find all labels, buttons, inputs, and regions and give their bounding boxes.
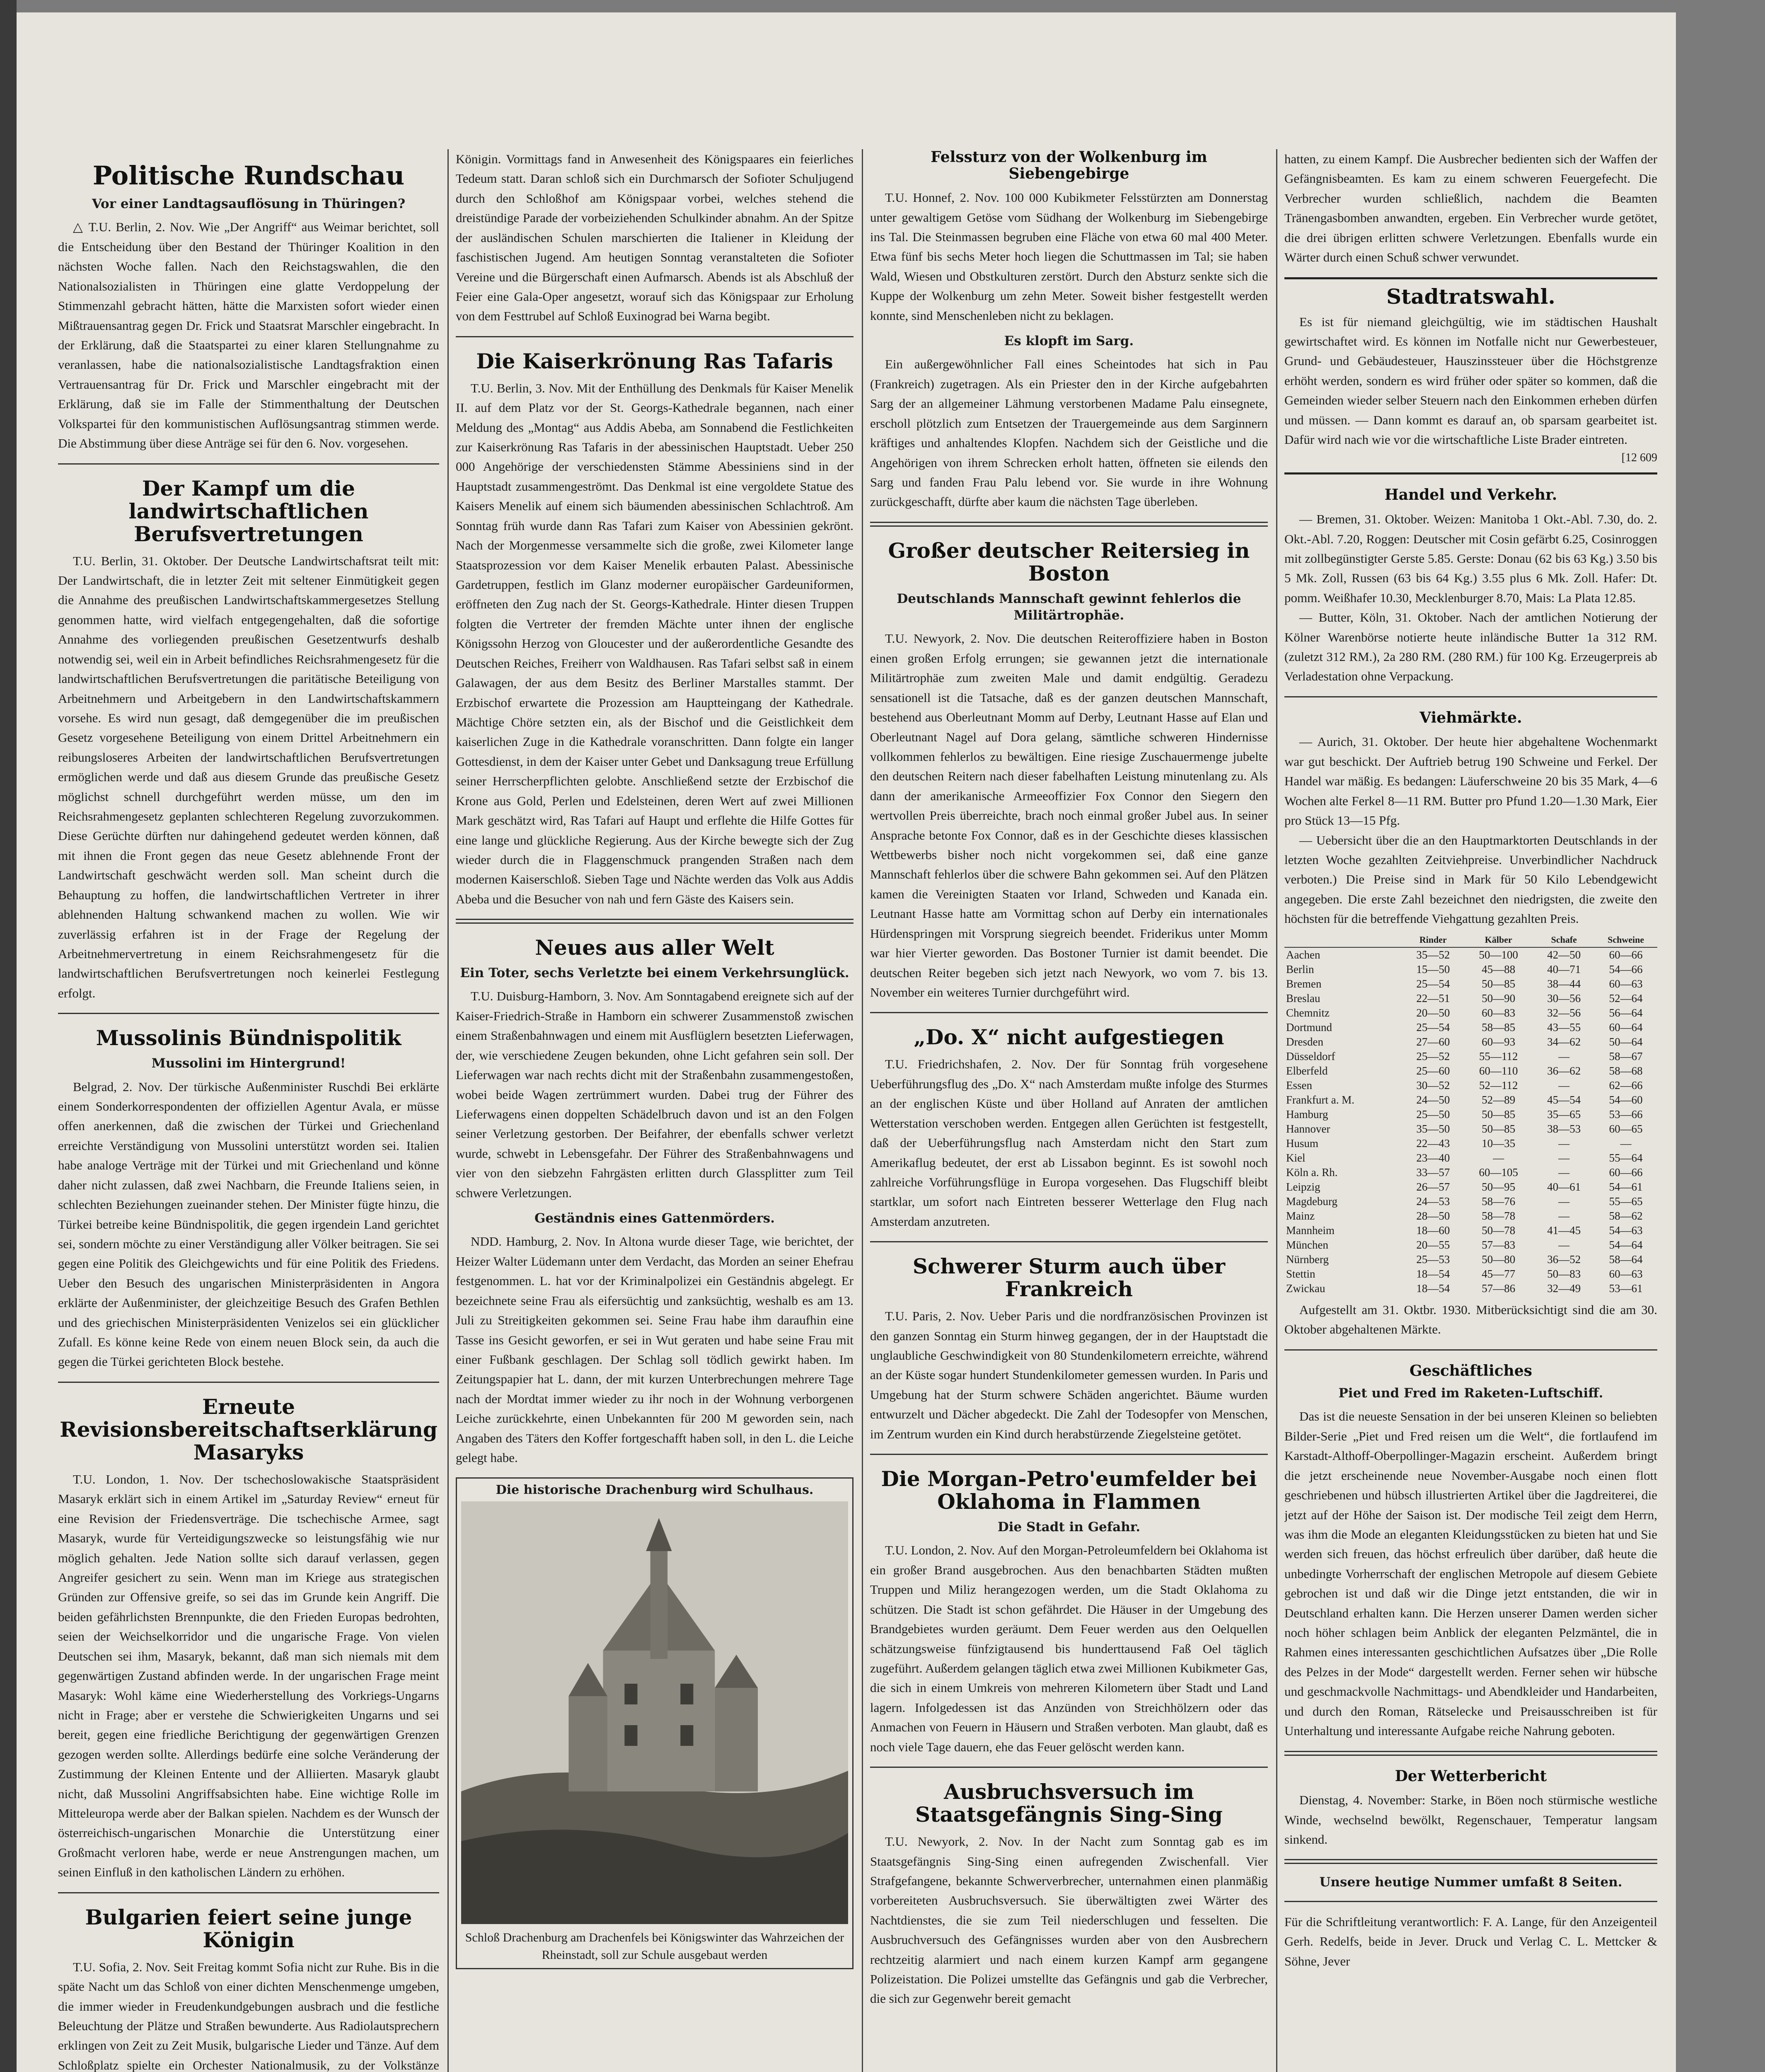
- newspaper-page: [17, 12, 1676, 2072]
- article-text: T.U. Sofia, 2. Nov. Seit Freitag kommt Sofia nicht zur Ruhe. Bis in die späte Nacht um das Schloß von einer dichten Menschenmenge umgeben, die immer wieder in Freudenkundgebungen ausbrach und die festliche Beleuchtung der Plätze und Straßen bewunderte. Aus Radiolautsprechern erklingen von Zeit zu Zeit Musik, bulgarische Lieder und Tänze. Auf dem Schloßplatz spielte ein Orchester Nationalmusik, zu der Volkstänze: [58, 1959, 439, 2072]
- article-text: △ T.U. Berlin, 2. Nov. Wie „Der Angriff“ aus Weimar berichtet, soll die Entscheidung über den Bestand der Thüringer Koalition in den nächsten Woche fallen. Nach den Reichstagswahlen, die den Nationalsozialisten in Thüringen eine glatte Verdoppelung der Stimmenzahl gebracht hätten, hätte die Marxisten sofort wieder einen Mißtrauensantrag gegen Dr. Frick und Staatsrat Marschler eingebracht. In der Erklärung, daß die Staatspartei zu einer klaren Stellungnahme zu veranlassen, habe die nationalsozialistische Landtagsfraktion einen Vertrauensantrag für Dr. Frick und Marschler eingebracht mit der Erklärung, daß sie im Falle der Stimmenthaltung der Deutschen Volkspartei für den kommunistischen Auflösungsantrag stimmen werde. Die Abstimmung über diese Anträge sei für den 6. Nov. vorgesehen.: [58, 220, 439, 451]
- headline-reitersieg: Großer deutscher Reitersieg in Boston: [888, 538, 1250, 586]
- headline-sing-sing: Ausbruchsversuch im Staatsgefängnis Sing-Sing: [915, 1779, 1223, 1827]
- photo-drachenburg: [456, 1477, 853, 1969]
- table-cell: 58—68: [1609, 1064, 1643, 1077]
- table-row: [1284, 1194, 1657, 1209]
- headline-oklahoma: Die Morgan-Petro'eumfelder bei Oklahoma in Flammen: [881, 1467, 1257, 1514]
- divider: [1284, 1349, 1657, 1351]
- table-cell: 18—54: [1416, 1267, 1450, 1280]
- table-cell: 60—66: [1609, 948, 1643, 961]
- table-header-row: [1284, 933, 1657, 947]
- market-price-table: [1284, 933, 1657, 1296]
- subheadline: Es klopft im Sarg.: [1004, 334, 1134, 349]
- table-cell: 32—56: [1547, 1006, 1581, 1019]
- table-cell: Essen: [1286, 1079, 1312, 1092]
- article-text: T.U. Honnef, 2. Nov. 100 000 Kubikmeter Felsstürzten am Donnerstag unter gewaltigem Getöse vom Südhang der Wolkenburg im Siebengebirge ins Tal. Die Steinmassen begruben eine Fläche von etwa 60 mal 400 Meter. Etwa fünf bis sechs Meter hoch liegen die Schuttmassen im Tal; sie haben Wald, Wiesen und Obstkulturen zerstört. Durch den Absturz senkte sich die Kuppe der Wolkenburg um zehn Meter. Soweit bisher festgestellt werden konnte, sind Menschenleben nicht zu beklagen.: [870, 190, 1268, 323]
- table-cell: 58—67: [1609, 1050, 1643, 1063]
- table-cell: 55—112: [1479, 1050, 1518, 1063]
- photo-caption: Schloß Drachenburg am Drachenfels bei Königswinter das Wahrzeichen der Rheinstadt, soll zur Schule ausgebaut werden: [465, 1931, 844, 1962]
- table-cell: Dresden: [1286, 1035, 1323, 1048]
- headline-masaryk: Erneute Revisionsbereitschaftserklärung Masaryks: [60, 1394, 438, 1464]
- table-cell: 25—60: [1416, 1064, 1450, 1077]
- article-text: T.U. Newyork, 2. Nov. In der Nacht zum Sonntag gab es im Staatsgefängnis Sing-Sing einen aufregenden Zwischenfall. Vier Strafgefangene, bekannte Schwerverbrecher, unternahmen einen planmäßig vorbereiteten Ausbruchsversuch. Sie überwältigten zwei Wärter des Nachtdienstes, die sie zum Teil niederschlugen und fesselten. Die Ausbruchversuch des Gefängnisses wurden aber von den Ausbrechern rechtzeitig alarmiert und nach einem kurzen Kampf arm gegangene Polizeistation. Die Polizei umstellte das Gefängnis und gab die Verbrecher, die sich zur Gegenwehr bereit gemacht: [870, 1834, 1268, 2006]
- table-cell: Aachen: [1286, 948, 1320, 961]
- table-cell: 53—66: [1609, 1108, 1643, 1121]
- table-row: [1284, 1267, 1657, 1281]
- table-cell: 36—62: [1547, 1064, 1581, 1077]
- table-cell: Elberfeld: [1286, 1064, 1328, 1077]
- table-cell: 55—64: [1609, 1151, 1643, 1164]
- table-cell: Bremen: [1286, 977, 1322, 990]
- table-cell: 22—43: [1416, 1137, 1450, 1150]
- article-text: T.U. Berlin, 31. Oktober. Der Deutsche Landwirtschaftsrat teilt mit: Der Landwirtschaft, die in letzter Zeit mit seltener Einmütigkeit gegen die Annahme des preußischen Landwirtschaftskammergesetzes Stellung genommen hatte, wird vielfach entgegengehalten, daß die sofortige Annahme des vorliegenden preußischen Gesetzentwurfs deshalb notwendig sei, weil ein in Arbeit befindliches Reichsrahmengesetz für die landwirtschaftlichen Berufsvertretungen die paritätische Beteiligung von Arbeitnehmern und Arbeitgebern in den Landwirtschaftskammern vorsehe. Es wird nun gesagt, daß demgegenüber die im preußischen Gesetz vorgesehene Beteiligung von einem Drittel Arbeitnehmern ein reibungsloseres Arbeiten der landwirtschaftlichen Berufsvertretungen ermöglichen werde und daß aus diesem Grunde das preußische Gesetz möglichst schnell durchgeführt werden müsse, um den im Reichsrahmengesetz geplanten schlechteren Regelung zuvorzukommen. Diese Gerüchte dürften nur dahingehend gedeutet werden können, daß mit ihnen die Front gegen das neue Gesetz ablehnende Front der Landwirtschaft geschwächt werden soll. Man scheint durch die Behauptung zu hoffen, die landwirtschaftlichen Vertreter in ihrer ablehnenden Haltung schwankend machen zu wollen. Wie wir zuverlässig erfahren ist in der Frage der Regelung der Arbeitnehmervertretung in einem Reichsrahmengesetz für die landwirtschaftlichen Berufsvertretungen noch keinerlei Festlegung erfolgt.: [58, 553, 439, 1000]
- table-cell: 50—80: [1482, 1253, 1516, 1266]
- table-cell: 18—60: [1416, 1224, 1450, 1237]
- article-text: T.U. Paris, 2. Nov. Ueber Paris und die nordfranzösischen Provinzen ist den ganzen Sonntag ein Sturm hinweg gegangen, der in der Hauptstadt die unglaubliche Geschwindigkeit von 80 Stundenkilometern erreichte, während an der Küste sogar hundert Stundenkilometer gemessen wurden. In Paris und Umgebung hat der Sturm schwere Schäden angerichtet. Bäume wurden entwurzelt und Dächer abgedeckt. Die Zahl der Todesopfer von Menschen, im Zentrum wurden ein Kind durch herabstürzende Ziegelsteine getötet.: [870, 1309, 1268, 1441]
- table-cell: 26—57: [1416, 1180, 1450, 1193]
- table-cell: Düsseldorf: [1286, 1050, 1335, 1063]
- table-cell: 33—57: [1416, 1166, 1450, 1179]
- table-header-cell: Schweine: [1594, 933, 1657, 947]
- table-cell: 24—53: [1416, 1195, 1450, 1208]
- table-cell: 50—64: [1609, 1035, 1643, 1048]
- table-cell: Berlin: [1286, 963, 1314, 975]
- article-text: T.U. Newyork, 2. Nov. Die deutschen Reiteroffiziere haben in Boston einen großen Erfolg errungen; sie gewannen jetzt die internationale Militärtrophäe zum zweiten Male und damit endgültig. Geradezu sensationell ist die Tatsache, daß es der ganzen deutschen Mannschaft, bestehend aus Oberleutnant Momm auf Derby, Leutnant Hasse auf Elan und Oberleutnant Nagel auf Dora gelang, sämtliche schweren Hindernisse vollkommen fehlerlos zu bewältigen. Eine riesige Zuschauermenge jubelte den deutschen Reitern nach dieser fabelhaften Leistung minutenlang zu. Als dann der amerikanische Armeeoffizier Fox Connor den Siegern den wertvollen Preis überreichte, brach noch einmal großer Jubel aus. In seiner Ansprache betonte Fox Connor, daß es in der Geschichte dieses klassischen Wettbewerbs bisher noch nicht vorgekommen sei, daß eine ganze Mannschaft fehlerlos über die schwere Bahn gekommen sei. Auf den Plätzen kamen die Vereinigten Staaten vor Irland, Schweden und Kanada ein. Leutnant Hasse hatte am Vormittag schon auf Derby ein internationales Hürdenspringen mit Vorsprung siegreich beendet. Friderikus unter Momm war hier Vierter geworden. Das Bostoner Turnier ist damit beendet. Die deutschen Reiter begeben sich jetzt nach Newyork, wo vom 7. bis 13. November ein weiteres Turnier durchgeführt wird.: [870, 631, 1268, 1000]
- divider: [1284, 1751, 1657, 1756]
- table-cell: 60—63: [1609, 977, 1643, 990]
- table-header-cell: Schafe: [1533, 933, 1594, 947]
- column-1: [58, 149, 439, 2072]
- table-cell: 10—35: [1482, 1137, 1516, 1150]
- divider: [58, 463, 439, 465]
- divider: [58, 1013, 439, 1014]
- table-cell: 25—53: [1416, 1253, 1450, 1266]
- page-count-note: Unsere heutige Nummer umfaßt 8 Seiten.: [1319, 1875, 1622, 1890]
- castle-illustration: [461, 1501, 848, 1924]
- table-cell: Köln a. Rh.: [1286, 1166, 1338, 1179]
- article-text: T.U. London, 1. Nov. Der tschechoslowakische Staatspräsident Masaryk erklärt sich in einem Artikel im „Saturday Review“ erneut für eine Revision der Friedensverträge. Die tschechische Armee, sagt Masaryk, wurde für Verteidigungszwecke so leistungsfähig wie nur möglich gehalten. Jede Nation sollte sich darauf verlassen, gegen Angreifer gesichert zu sein. Wenn man im Kriege aus strategischen Gründen zur Offensive greife, so sei das im Grunde kein Angriff. Die beiden gefährlichsten Brennpunkte, die den Frieden Europas bedrohten, seien der Weichselkorridor und die ungarische Frage. Von vielen Deutschen sei ihm, Masaryk, bekannt, daß man sich niemals mit dem gegenwärtigen Zustand abfinden werde. In der ungarischen Frage meint Masaryk: Wohl käme eine Wiederherstellung des Vorkriegs-Ungarns nicht in Frage; aber er verstehe die Schwierigkeiten Ungarns und sei bereit, gegen eine friedliche Berichtigung der gegenwärtigen Grenzen gezogen werden sollte. Allerdings bedürfe eine solche Veränderung der Zustimmung der Kleinen Entente und der Alliierten. Masaryk glaubt nicht, daß Mussolini Angriffsabsichten habe. Eine wichtige Rolle im Mitteleuropa werde aber der Balkan spielen. Nachdem es der Wunsch der österreichisch-ungarischen Monarchie die Unterstützung einer Großmacht verloren habe, werde er neue Anstrengungen machen, um seinen Einfluß in den katholischen Ländern zu erhöhen.: [58, 1472, 439, 1880]
- table-cell: 45—88: [1482, 963, 1516, 975]
- table-cell: 57—83: [1482, 1238, 1516, 1251]
- stadtratswahl-box: [1284, 277, 1657, 475]
- table-cell: 60—110: [1479, 1064, 1518, 1077]
- table-cell: Kiel: [1286, 1151, 1306, 1164]
- table-cell: 58—62: [1609, 1209, 1643, 1222]
- table-row: [1284, 1238, 1657, 1252]
- subheadline: Vor einer Landtagsauflösung in Thüringen?: [92, 196, 406, 212]
- article-text: T.U. Duisburg-Hamborn, 3. Nov. Am Sonntagabend ereignete sich auf der Kaiser-Friedrich-Straße in Hamborn ein schwerer Zusammenstoß zwischen einem Straßenbahnwagen und einem mit Ausflüglern besetzten Lieferwagen, der, wie verschiedene Zeugen bekunden, ohne Licht gefahren sein soll. Der Lieferwagen war nach rechts dicht mit der Straßenbahn zusammengestoßen, wobei beide Wagen zertrümmert wurden. Dabei trug der Führer des Lieferwagens einen doppelten Schädelbruch davon und ist an den Folgen seiner Verletzung gestorben. Der Beifahrer, der ebenfalls schwer verletzt wurde, schwebt in Lebensgefahr. Der Führer des Straßenbahnwagens und vier von den siebzehn Fahrgästen erlitten durch Glassplitter zum Teil schwere Verletzungen.: [456, 989, 853, 1200]
- headline-wetterbericht: Der Wetterbericht: [1395, 1767, 1547, 1785]
- table-cell: Mannheim: [1286, 1224, 1335, 1237]
- column-2: [456, 149, 853, 2072]
- table-cell: 15—50: [1416, 963, 1450, 975]
- divider: [1284, 1859, 1657, 1864]
- table-cell: 54—60: [1609, 1093, 1643, 1106]
- table-cell: 50—78: [1482, 1224, 1516, 1237]
- table-row: [1284, 1122, 1657, 1136]
- table-row: [1284, 991, 1657, 1006]
- table-cell: 25—54: [1416, 977, 1450, 990]
- article-text: hatten, zu einem Kampf. Die Ausbrecher bedienten sich der Waffen der Gefängnisbeamten. Es kam zu einem schweren Feuergefecht. Die Verbrecher wurden schließlich, nachdem die Beamten Tränengasbomben anwandten, ergeben. Ein Verbrecher wurde getötet, die drei übrigen erlitten schwere Verletzungen. Ebenfalls wurde ein Wärter durch einen Schuß schwer verwundet.: [1284, 152, 1657, 265]
- table-cell: 43—55: [1547, 1021, 1581, 1034]
- table-cell: Hannover: [1286, 1122, 1330, 1135]
- table-cell: 52—112: [1479, 1079, 1518, 1092]
- divider: [58, 1892, 439, 1893]
- table-cell: —: [1558, 1166, 1570, 1179]
- table-cell: 27—60: [1416, 1035, 1450, 1048]
- column-4: [1284, 149, 1657, 2072]
- headline-politische-rundschau: Politische Rundschau: [92, 160, 405, 191]
- article-text: — Uebersicht über die an den Hauptmarktorten Deutschlands in der letzten Woche gezahlten Zeitviehpreise. Unverbindlicher Nachdruck verboten.) Die Preise sind in Mark für 50 Kilo Lebendgewicht angegeben. Die erste Zahl bezeichnet den niedrigsten, die zweite den höchsten für die betreffende Viehgattung gezahlten Preis.: [1284, 833, 1657, 926]
- table-cell: 60—64: [1609, 1021, 1643, 1034]
- divider: [870, 1767, 1268, 1768]
- table-cell: 36—52: [1547, 1253, 1581, 1266]
- table-cell: 54—63: [1609, 1224, 1643, 1237]
- headline-handel: Handel und Verkehr.: [1384, 486, 1557, 504]
- article-text: Dienstag, 4. November: Starke, in Böen noch stürmische westliche Winde, wechselnd bewölkt, Regenschauer, Temperatur langsam sinkend.: [1284, 1793, 1657, 1847]
- table-cell: 60—66: [1609, 1166, 1643, 1179]
- headline-do-x: „Do. X“ nicht aufgestiegen: [914, 1025, 1224, 1050]
- table-row: [1284, 1165, 1657, 1180]
- table-cell: 52—64: [1609, 992, 1643, 1005]
- table-row: [1284, 1064, 1657, 1078]
- table-cell: Chemnitz: [1286, 1006, 1330, 1019]
- table-cell: 54—61: [1609, 1180, 1643, 1193]
- divider: [870, 1241, 1268, 1242]
- table-cell: Magdeburg: [1286, 1195, 1337, 1208]
- article-text: — Aurich, 31. Oktober. Der heute hier abgehaltene Wochenmarkt war gut beschickt. Der Auftrieb betrug 190 Schweine und Ferkel. Der Handel war mäßig. Es bedangen: Läuferschweine 20 bis 35 Mark, 4—6 Wochen alte Ferkel 8—11 RM. Butter pro Pfund 1.20—1.30 Mark, Eier pro Stück 13—15 Pfg.: [1284, 734, 1657, 828]
- table-cell: 38—53: [1547, 1122, 1581, 1135]
- table-cell: 45—77: [1482, 1267, 1516, 1280]
- subheadline: Piet und Fred im Raketen-Luftschiff.: [1338, 1386, 1603, 1401]
- scan-edge: [0, 0, 17, 2072]
- table-body: [1284, 947, 1657, 1296]
- table-cell: 38—44: [1547, 977, 1581, 990]
- table-row: [1284, 1078, 1657, 1093]
- article-text: Aufgestellt am 31. Oktbr. 1930. Mitberücksichtigt sind die am 30. Oktober abgehaltenen Märkte.: [1284, 1302, 1657, 1337]
- headline-neues-aus-aller-welt: Neues aus aller Welt: [535, 935, 774, 960]
- headline-felssturz: Felssturz von der Wolkenburg im Siebengebirge: [931, 149, 1207, 182]
- article-text: Das ist die neueste Sensation in der bei unseren Kleinen so beliebten Bilder-Serie „Piet und Fred reisen um die Welt“, die fortlaufend im Karstadt-Althoff-Oberpollinger-Magazin erscheint. Außerdem bringt die jetzt erscheinende neue November-Ausgabe noch einen flott geschriebenen und hübsch illustrierten Artikel über die Jagdreiterei, die jetzt auf der Höhe der Saison ist. Der modische Teil zeigt dem Herrn, was ihm die Mode an eleganten Kleidungsstücken zu bieten hat und Sie werden sich freuen, das höchst erfreulich über darüber, daß heute die unbedingte Vorherrschaft der englischen Metropole auf diesem Gebiete gebrochen ist und daß wir die Dinge jetzt entstanden, die wir in Deutschland erhalten kann. Die Herzen unserer Damen werden sicher noch höher schlagen beim Anblick der eleganten Pelzmäntel, die in Rahmen eines interessanten geschichtlichen Aufsatzes über „Die Rolle des Pelzes in der Mode“ dargestellt werden. Ferner sehen wir hübsche und geschmackvolle Nachmittags- und Abendkleider und Handarbeiten, und durch den Roman, Rätselecke und Preisausschreiben ist für Unterhaltung und interessante Aufgabe reiche Nahrung geboten.: [1284, 1409, 1657, 1738]
- table-row: [1284, 1209, 1657, 1223]
- table-row: [1284, 1223, 1657, 1238]
- table-cell: 60—93: [1482, 1035, 1516, 1048]
- table-row: [1284, 962, 1657, 977]
- headline-landwirtschaft: Der Kampf um die landwirtschaftlichen Berufsvertretungen: [128, 476, 369, 546]
- table-cell: Leipzig: [1286, 1180, 1320, 1193]
- article-text: T.U. Berlin, 3. Nov. Mit der Enthüllung des Denkmals für Kaiser Menelik II. auf dem Platz vor der St. Georgs-Kathedrale begannen, nach einer Meldung des „Montag“ aus Addis Abeba, am Sonnabend die Festlichkeiten zur Kaiserkrönung Ras Tafaris in der abessinischen Hauptstadt. Ueber 250 000 Angehörige der verschiedensten Stämme Abessiniens sind in der Hauptstadt zusammengeströmt. Das Denkmal ist eine vergoldete Statue des Kaisers Menelik auf einem sich bäumenden abessinischen Schlachtroß. Am Sonntag früh wurde dann Ras Tafari zum Kaiser von Abessinien gekrönt. Nach der Morgenmesse versammelte sich die große, zwei Kilometer lange Staatsprozession vor dem Kaiser Menelik erbauten Palast. Abessinische Gardetruppen, festlich im Glanz moderner europäischer Gardeuniformen, eröffneten den Zug nach der St. Georgs-Kathedrale. Hinter diesen Truppen folgten die Vertreter der fremden Mächte unter ihnen der englische Königssohn Herzog von Gloucester und der außerordentliche Gesandte des Deutschen Reiches, Freiherr von Waldhausen. Ras Tafari selbst saß in einem Galawagen, der aus dem Besitz des Berliner Marstalles stammt. Der Erzbischof erwartete die Prozession am Hauptteingang der Kathedrale. Mächtige Chöre setzten ein, als der Bischof und die Geistlichkeit dem kaiserlichen Zuge in die Kathedrale voranschritten. Dann folgte ein langer Gottesdienst, in dem der Kaiser unter Gebet und Danksagung treue Erfüllung seiner Herrscherpflichten gelobte. Anschließend setzte der Erzbischof die Krone aus Gold, Perlen und Edelsteinen, deren Wert auf zwei Millionen Mark geschätzt wird, Ras Tafari auf Haupt und erflehte die Hilfe Gottes für eine lange und glückliche Regierung. Aus der Kirche bewegte sich der Zug wieder durch die in Flaggenschmuck prangenden Straßen nach dem modernen Kaiserschloß. Sieben Tage und Nächte werden das Volk aus Addis Abeba und die Besucher von nah und fern Gäste des Kaisers sein.: [456, 380, 853, 906]
- table-cell: 62—66: [1609, 1079, 1643, 1092]
- table-cell: 22—51: [1416, 992, 1450, 1005]
- divider: [1284, 1901, 1657, 1902]
- table-cell: Husum: [1286, 1137, 1319, 1150]
- table-cell: 60—105: [1479, 1166, 1518, 1179]
- table-cell: 20—50: [1416, 1006, 1450, 1019]
- photo-title: Die historische Drachenburg wird Schulhaus.: [496, 1483, 814, 1498]
- table-cell: Zwickau: [1286, 1282, 1325, 1295]
- table-row: [1284, 1151, 1657, 1165]
- table-cell: 58—85: [1482, 1021, 1516, 1034]
- table-cell: 58—78: [1482, 1209, 1516, 1222]
- subheadline: Die Stadt in Gefahr.: [997, 1520, 1141, 1535]
- table-cell: 54—64: [1609, 1238, 1643, 1251]
- article-text: T.U. London, 2. Nov. Auf den Morgan-Petroleumfeldern bei Oklahoma ist ein großer Brand ausgebrochen. Aus den benachbarten Städten mußten Truppen und Miliz herangezogen werden, um die Stadt Oklahoma zu schützen. Die Stadt ist schon gefährdet. Die Häuser in der Umgebung des Brandgebietes wurden geräumt. Dem Feuer werden aus den Oelquellen schätzungsweise fünfzigtausend bis hunderttausend Faß Oel täglich zugeführt. Außerdem gelangen täglich etwa zwei Millionen Kubikmeter Gas, die sich in einem Umkreis von mehreren Kilometern über Stadt und Land lagern. Infolgedessen ist das Anzünden von Streichhölzern oder das Anmachen von Feuern in Häusern und Straßen verboten. Man glaubt, daß es noch viele Tage dauern, ehe das Feuer gelöscht werden kann.: [870, 1543, 1268, 1754]
- column-rule: [447, 149, 449, 2072]
- table-cell: 60—65: [1609, 1122, 1643, 1135]
- table-cell: Nürnberg: [1286, 1253, 1329, 1266]
- subheadline: Geständnis eines Gattenmörders.: [534, 1211, 775, 1226]
- table-cell: 23—40: [1416, 1151, 1450, 1164]
- table-cell: 41—45: [1547, 1224, 1581, 1237]
- table-cell: 34—62: [1547, 1035, 1581, 1048]
- divider: [456, 919, 853, 924]
- table-cell: 50—90: [1482, 992, 1516, 1005]
- table-cell: 25—54: [1416, 1021, 1450, 1034]
- table-cell: 50—83: [1547, 1267, 1581, 1280]
- photo-image: [461, 1501, 848, 1924]
- ad-reference: [12 609: [1621, 451, 1657, 465]
- table-cell: 40—71: [1547, 963, 1581, 975]
- headline-mussolini: Mussolinis Bündnispolitik: [96, 1026, 401, 1051]
- table-cell: —: [1558, 1238, 1570, 1251]
- headline-sturm: Schwerer Sturm auch über Frankreich: [912, 1254, 1226, 1302]
- table-cell: 35—65: [1547, 1108, 1581, 1121]
- table-cell: 30—56: [1547, 992, 1581, 1005]
- table-cell: —: [1558, 1195, 1570, 1208]
- table-cell: 58—76: [1482, 1195, 1516, 1208]
- table-row: [1284, 947, 1657, 962]
- table-cell: 32—49: [1547, 1282, 1581, 1295]
- table-cell: —: [1558, 1137, 1570, 1150]
- table-row: [1284, 1252, 1657, 1267]
- article-text: — Butter, Köln, 31. Oktober. Nach der amtlichen Notierung der Kölner Warenbörse notierte heute inländische Butter 1a 312 RM. (zuletzt 312 RM.), 2a 280 RM. (280 RM.) für 100 Kg. Erzeugerpreis ab Verladestation ohne Verpackung.: [1284, 610, 1657, 684]
- divider: [870, 1454, 1268, 1455]
- divider: [1284, 696, 1657, 697]
- article-text: T.U. Friedrichshafen, 2. Nov. Der für Sonntag früh vorgesehene Ueberführungsflug des „Do. X“ nach Amsterdam mußte infolge des Sturmes an der englischen Küste und über Holland auf Anraten der amtlichen Wetterstation verschoben werden. Entgegen allen Gerüchten ist festgestellt, daß der Ueberführungsflug nach Amsterdam nicht den Start zum Amerikaflug bedeutet, der erst ab Lissabon beginnt. Es ist sowohl noch zahlreiche Vorführungsflüge in Europa vorgesehen. Das Flugschiff bleibt startklar, um sofort nach Eintreten besserer Wetterlage den Flug nach Amsterdam anzutreten.: [870, 1057, 1268, 1229]
- table-cell: Hamburg: [1286, 1108, 1328, 1121]
- table-cell: 45—54: [1547, 1093, 1581, 1106]
- headline-viehmaerkte: Viehmärkte.: [1419, 709, 1522, 726]
- imprint: Für die Schriftleitung verantwortlich: F. A. Lange, für den Anzeigenteil Gerh. Redelfs, beide in Jever. Druck und Verlag C. L. Mettcker & Söhne, Jever: [1284, 1914, 1657, 1968]
- table-cell: 50—85: [1482, 977, 1516, 990]
- divider: [58, 1382, 439, 1383]
- table-cell: —: [1558, 1151, 1570, 1164]
- table-cell: —: [1493, 1151, 1504, 1164]
- article-text: — Bremen, 31. Oktober. Weizen: Manitoba 1 Okt.-Abl. 7.30, do. 2. Okt.-Abl. 7.20, Roggen: Deutscher mit Cosin gefärbt 6.25, Cosinroggen mit zollbegünstigter Gerste 5.85. Gerste: Donau (62 bis 63 Kg.) 3.50 bis 5 Mk. Zoll, Russen (63 bis 64 Kg.) 3.55 plus 6 Mk. Zoll. Hafer: Dt. pomm. Weißhafer 10.30, Mecklenburger 8.70, Mais: La Plata 12.85.: [1284, 512, 1657, 605]
- table-row: [1284, 1035, 1657, 1049]
- table-cell: 50—95: [1482, 1180, 1516, 1193]
- article-text: Belgrad, 2. Nov. Der türkische Außenminister Ruschdi Bei erklärte einem Sonderkorrespondenten der offiziellen Agentur Avala, er müsse offen anerkennen, daß die zwischen der Türkei und Griechenland erreichte Verständigung von Mussolini unterstützt worden sei. Italien habe analoge Verträge mit der Türkei und mit Griechenland und könne daher nicht zulassen, daß zwei Nachbarn, die Freunde Italiens seien, in schlechten Beziehungen zueinander stehen. Der Minister fügte hinzu, die Türkei betreibe keine Bündnispolitik, die gegen irgendein Land gerichtet sei, sondern möchte zu einer Verständigung aller Völker beitragen. Sie sei gegen eine Politik des Gleichgewichts und für eine Politik des Friedens. Ueber den Besuch des ungarischen Ministerpräsidenten in Angora erklärte der Außenminister, der gleichzeitige Besuch des Grafen Bethlen und des griechischen Ministerpräsidenten Venizelos sei ein glücklicher Zufall. Es könne keine Rede von einem neuen Block sein, da auch die gegen die Türkei gerichteten Block bestehe.: [58, 1079, 439, 1369]
- table-cell: 20—55: [1416, 1238, 1450, 1251]
- table-row: [1284, 1006, 1657, 1020]
- table-cell: 50—85: [1482, 1108, 1516, 1121]
- article-text: Königin. Vormittags fand in Anwesenheit des Königspaares ein feierliches Tedeum statt. Daran schloß sich ein Durchmarsch der Sofioter Schuljugend durch den Schloßhof am Königspaar vorbei, welches stehend die dreistündige Parade der vorbeiziehenden Schulkinder abnahm. An der Spitze der ausländischen Schulen marschierten die Italiener in Kleidung der faschistischen Jugend. Am heutigen Sonntag veranstalteten die Sofioter Vereine und die Bürgerschaft einen Aufmarsch. Abends ist als Abschluß der Feier eine Gala-Oper angesetzt, worauf sich das Königspaar zur Erholung von dem Festtrubel auf Schloß Euxinograd bei Warna begibt.: [456, 152, 853, 324]
- table-cell: 55—65: [1609, 1195, 1643, 1208]
- column-rule: [1276, 149, 1277, 2072]
- table-row: [1284, 1093, 1657, 1107]
- table-cell: 56—64: [1609, 1006, 1643, 1019]
- table-row: [1284, 1049, 1657, 1064]
- table-cell: 24—50: [1416, 1093, 1450, 1106]
- table-cell: 35—52: [1416, 948, 1450, 961]
- table-cell: Dortmund: [1286, 1021, 1332, 1034]
- table-cell: 60—63: [1609, 1267, 1643, 1280]
- table-cell: Mainz: [1286, 1209, 1315, 1222]
- article-text: NDD. Hamburg, 2. Nov. In Altona wurde dieser Tage, wie berichtet, der Heizer Walter Lüdemann unter dem Verdacht, das Morden an seiner Ehefrau festgenommen. L. hat vor der Kriminalpolizei ein Geständnis abgelegt. Er bezeichnete seine Frau als eifersüchtig und zanksüchtig, weshalb es am 13. Juli zu Streitigkeiten gekommen sei. Seine Frau habe ihm daraufhin eine Tasse ins Gesicht geworfen, er sei in Wut geraten und habe seine Frau mit einer Fußbank geschlagen. Der Schlag soll tödlich gewirkt haben. Im Zeitungspapier hat L. dann, der mit kurzen Unterbrechungen mehrere Tage nach der Mordtat immer wieder zu ihr noch in der Wohnung verborgenen Leiche zurückkehrte, einen Unbekannten für 200 M geworden sein, nach Angaben des Täters den Koffer fortgeschafft haben soll, in den L. die Leiche gelegt habe.: [456, 1234, 853, 1465]
- table-header-cell: Rinder: [1402, 933, 1463, 947]
- divider: [456, 336, 853, 337]
- table-cell: 60—83: [1482, 1006, 1516, 1019]
- table-row: [1284, 1020, 1657, 1035]
- headline-geschaeftliches: Geschäftliches: [1409, 1362, 1533, 1380]
- table-cell: 42—50: [1547, 948, 1581, 961]
- table-cell: —: [1558, 1050, 1570, 1063]
- table-cell: 18—54: [1416, 1282, 1450, 1295]
- column-3: [870, 149, 1268, 2072]
- table-cell: 54—66: [1609, 963, 1643, 975]
- table-cell: 57—86: [1482, 1282, 1516, 1295]
- subheadline: Mussolini im Hintergrund!: [151, 1056, 346, 1071]
- table-cell: 30—52: [1416, 1079, 1450, 1092]
- table-cell: 50—100: [1479, 948, 1518, 961]
- table-cell: 25—52: [1416, 1050, 1450, 1063]
- subheadline: Deutschlands Mannschaft gewinnt fehlerlos die Militärtrophäe.: [897, 591, 1241, 623]
- table-cell: —: [1620, 1137, 1632, 1150]
- column-rule: [862, 149, 863, 2072]
- table-cell: 25—50: [1416, 1108, 1450, 1121]
- table-header-cell: Kälber: [1463, 933, 1533, 947]
- table-cell: 40—61: [1547, 1180, 1581, 1193]
- table-cell: 35—50: [1416, 1122, 1450, 1135]
- table-cell: Frankfurt a. M.: [1286, 1093, 1354, 1106]
- table-row: [1284, 1136, 1657, 1151]
- table-cell: —: [1558, 1209, 1570, 1222]
- table-cell: —: [1558, 1079, 1570, 1092]
- table-row: [1284, 1281, 1657, 1296]
- table-cell: 58—64: [1609, 1253, 1643, 1266]
- article-text: Ein außergewöhnlicher Fall eines Scheintodes hat sich in Pau (Frankreich) zugetragen. Als ein Priester den in der Kirche aufgebahrten Sarg der an allgemeiner Lähmung verstorbenen Madame Palu einsegnete, erscholl plötzlich zum Entsetzen der Trauergemeinde aus dem Sarginnern kräftiges und anhaltendes Klopfen. Nachdem sich der Geistliche und die Angehörigen von ihrem Schrecken erholt hatten, öffneten sie eilends den Sarg und fanden Frau Palu lebend vor. Sie wurde in ihre Wohnung zurückgeschafft, dürfte aber kaum die nächsten Tage überleben.: [870, 357, 1268, 509]
- headline-bulgarien: Bulgarien feiert seine junge Königin: [85, 1905, 412, 1952]
- table-cell: Stettin: [1286, 1267, 1315, 1280]
- headline-kaiserkroenung: Die Kaiserkrönung Ras Tafaris: [476, 349, 833, 373]
- table-header-cell: [1284, 933, 1402, 947]
- table-row: [1284, 1180, 1657, 1194]
- table-cell: 50—85: [1482, 1122, 1516, 1135]
- table-cell: 28—50: [1416, 1209, 1450, 1222]
- table-cell: 53—61: [1609, 1282, 1643, 1295]
- subheadline: Ein Toter, sechs Verletzte bei einem Verkehrsunglück.: [460, 966, 849, 981]
- divider: [870, 522, 1268, 527]
- divider: [870, 1012, 1268, 1013]
- table-cell: Breslau: [1286, 992, 1320, 1005]
- table-row: [1284, 1107, 1657, 1122]
- headline-stadtratswahl: Stadtratswahl.: [1386, 284, 1555, 309]
- article-text: Es ist für niemand gleichgültig, wie im städtischen Haushalt gewirtschaftet wird. Es können im Notfalle nicht nur Gewerbesteuer, Grund- und Gebäudesteuer, Hauszinssteuer über die Höchstgrenze erhöht werden, sondern es wird früher oder später so kommen, daß die Gemeinden wieder selber Steuern nach den Einkommen erheben dürfen und müssen. — Dann kommt es darauf an, ob sparsam gearbeitet ist. Dafür wird nach wie vor die wirtschaftliche Liste Brader eintreten.: [1284, 314, 1657, 447]
- table-cell: München: [1286, 1238, 1328, 1251]
- table-row: [1284, 977, 1657, 991]
- table-cell: 52—89: [1482, 1093, 1516, 1106]
